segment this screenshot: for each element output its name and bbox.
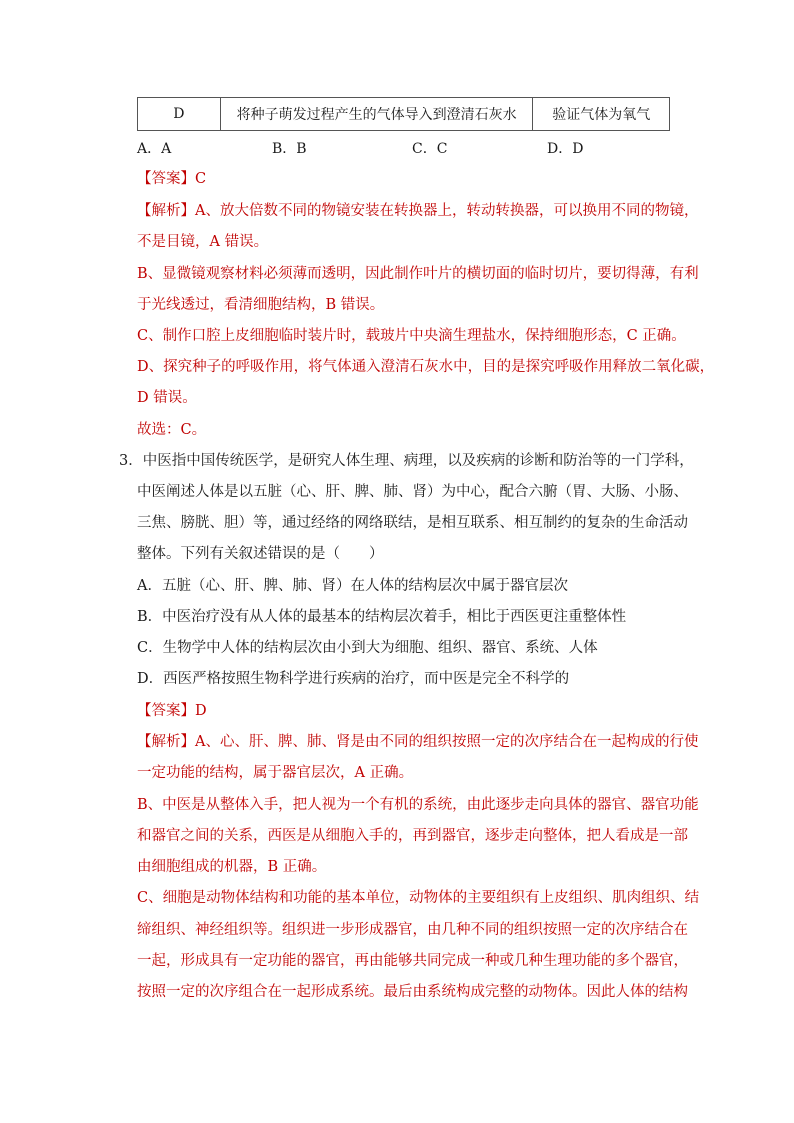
q2-analysis-line-3: B、显微镜观察材料必须薄而透明，因此制作叶片的横切面的临时切片，要切得薄，有利	[137, 266, 699, 282]
q3-analysis-line-4: 和器官之间的关系，西医是从细胞入手的，再到器官，逐步走向整体，把人看成是一部	[137, 828, 688, 844]
q2-analysis-line-4: 于光线透过，看清细胞结构，B 错误。	[137, 297, 385, 313]
q2-analysis-line-1: 【解析】A、放大倍数不同的物镜安装在转换器上，转动转换器，可以换用不同的物镜，	[137, 203, 699, 219]
q3-analysis-line-3: B、中医是从整体入手，把人视为一个有机的系统，由此逐步走向具体的器官、器官功能	[137, 797, 699, 813]
table-row	[138, 98, 670, 131]
answer-value: C	[195, 171, 207, 187]
option-table	[137, 97, 670, 131]
q3-option-d: D．西医严格按照生物科学进行疾病的治疗，而中医是完全不科学的	[137, 671, 570, 687]
q2-analysis-line-6: D、探究种子的呼吸作用，将气体通入澄清石灰水中，目的是探究呼吸作用释放二氧化碳，	[137, 359, 715, 375]
choice-d: D．D	[547, 141, 584, 157]
q3-analysis-line-6: C、细胞是动物体结构和功能的基本单位，动物体的主要组织有上皮组织、肌肉组织、结	[137, 890, 700, 906]
q3-option-a: A．五脏（心、肝、脾、肺、肾）在人体的结构层次中属于器官层次	[137, 578, 568, 594]
analysis-tag: 【解析】	[137, 734, 195, 750]
choice-b: B．B	[272, 141, 307, 157]
q3-analysis-line-1: 【解析】A、心、肝、脾、肺、肾是由不同的组织按照一定的次序结合在一起构成的行使	[137, 734, 699, 750]
answer-tag: 【答案】	[137, 171, 195, 187]
table-cell-option: D	[138, 98, 221, 131]
q2-analysis-line-7: D 错误。	[137, 390, 197, 406]
q2-conclusion: 故选：C。	[137, 422, 207, 438]
q3-analysis-line-8: 一起，形成具有一定功能的器官，再由能够共同完成一种或几种生理功能的多个器官，	[137, 953, 688, 969]
answer-value: D	[195, 703, 207, 719]
q3-stem-line-3: 三焦、膀胱、胆）等，通过经络的网络联结，是相互联系、相互制约的复杂的生命活动	[137, 515, 688, 531]
analysis-tag: 【解析】	[137, 203, 195, 219]
q2-analysis-line-2: 不是目镜，A 错误。	[137, 234, 269, 250]
q3-analysis-line-7: 缔组织、神经组织等。组织进一步形成器官，由几种不同的组织按照一定的次序结合在	[137, 922, 688, 938]
table-cell-operation: 将种子萌发过程产生的气体导入到澄清石灰水	[220, 98, 533, 131]
answer-choices	[137, 138, 697, 158]
q3-analysis-line-9: 按照一定的次序组合在一起形成系统。最后由系统构成完整的动物体。因此人体的结构	[137, 984, 688, 1000]
q3-stem-line-1: 3．中医指中国传统医学，是研究人体生理、病理，以及疾病的诊断和防治等的一门学科，	[119, 453, 694, 469]
choice-a: A．A	[137, 141, 172, 157]
q2-analysis-line-5: C、制作口腔上皮细胞临时装片时，载玻片中央滴生理盐水，保持细胞形态，C 正确。	[137, 328, 686, 344]
q3-analysis-line-2: 一定功能的结构，属于器官层次，A 正确。	[137, 765, 414, 781]
q3-stem-line-4: 整体。下列有关叙述错误的是（ ）	[137, 546, 384, 562]
q3-analysis-line-5: 由细胞组成的机器，B 正确。	[137, 859, 327, 875]
choice-c: C．C	[412, 141, 448, 157]
q2-answer-line	[137, 169, 206, 189]
answer-tag: 【答案】	[137, 703, 195, 719]
q3-stem-line-2: 中医阐述人体是以五脏（心、肝、脾、肺、肾）为中心，配合六腑（胃、大肠、小肠、	[137, 484, 688, 500]
q3-option-b: B．中医治疗没有从人体的最基本的结构层次着手，相比于西医更注重整体性	[137, 609, 627, 625]
q3-answer-line	[137, 701, 207, 721]
q3-option-c: C．生物学中人体的结构层次由小到大为细胞、组织、器官、系统、人体	[137, 640, 598, 656]
table-cell-purpose: 验证气体为氧气	[533, 98, 670, 131]
